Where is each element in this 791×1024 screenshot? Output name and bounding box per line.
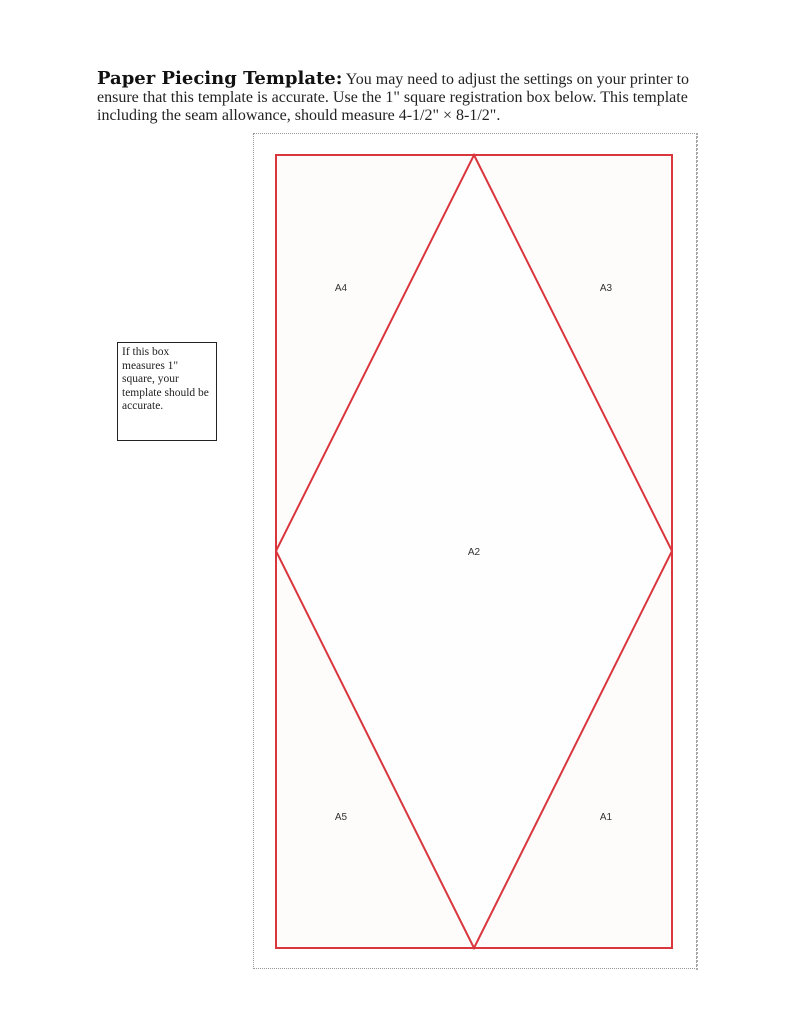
piece-label-a3: A3 bbox=[599, 283, 613, 294]
page-title: Paper Piecing Template: bbox=[97, 68, 343, 89]
piece-label-a4: A4 bbox=[334, 283, 348, 294]
registration-box-text: If this box measures 1" square, your template should be accurate. bbox=[122, 346, 209, 413]
instructions-text: You may need to adjust the settings on your printer to ensure that this template is accurate. Use the 1" square registration box below. This template including the seam allowance, should measure 4-1/2" × 8-1/2". bbox=[97, 71, 690, 124]
piece-label-a2: A2 bbox=[467, 547, 481, 558]
piece-label-a1: A1 bbox=[599, 812, 613, 823]
piece-label-a5: A5 bbox=[334, 812, 348, 823]
